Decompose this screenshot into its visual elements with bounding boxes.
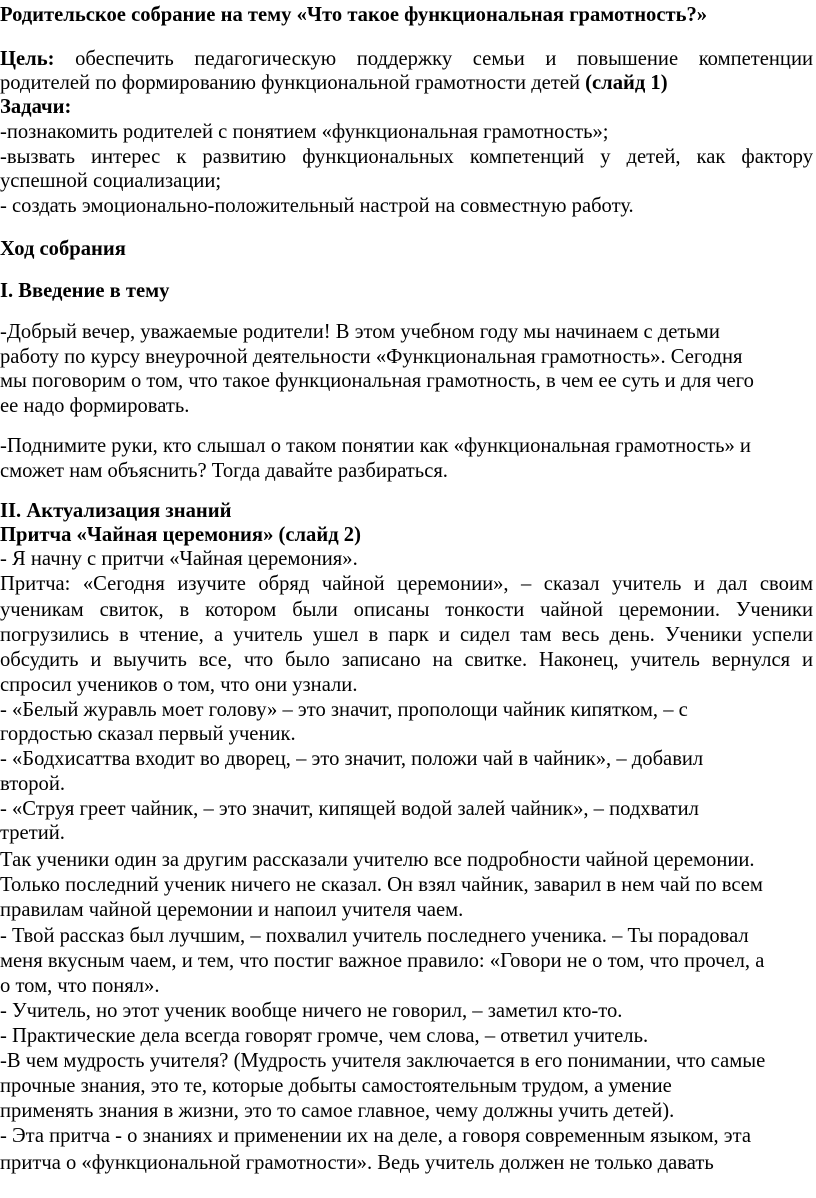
intro-paragraph-2-line: -Поднимите руки, кто слышал о таком понятии как «функциональная грамотность» и (0, 435, 751, 457)
praise-line: о том, что понял». (0, 975, 160, 997)
dialogue-line: гордостью сказал первый ученик. (0, 723, 296, 745)
task-item-3: - создать эмоционально-положительный настрой на совместную работу. (0, 195, 634, 217)
story-line: правилам чайной церемонии и напоил учителя чаем. (0, 899, 464, 921)
dialogue-line: - «Струя греет чайник, – это значит, кипящей водой залей чайник», – подхватил (0, 798, 699, 820)
parable-heading: Притча «Чайная церемония» (слайд 2) (0, 524, 361, 546)
intro-paragraph-1-line: работу по курсу внеурочной деятельности «Функциональная грамотность». Сегодня (0, 346, 743, 368)
task-item-1: -познакомить родителей с понятием «функциональная грамотность»; (0, 121, 609, 143)
dialogue-line: - «Белый журавль моет голову» – это значит, прополощи чайник кипятком, – с (0, 699, 688, 721)
moral-line: притча о «функциональной грамотности». Ведь учитель должен не только давать (0, 1152, 714, 1174)
goal-text: обеспечить педагогическую поддержку семьи и повышение компетенции (54, 48, 813, 70)
remark-line: - Учитель, но этот ученик вообще ничего не говорил, – заметил кто-то. (0, 1000, 623, 1022)
parable-text-line: Притча: «Сегодня изучите обряд чайной церемонии», – сказал учитель и дал своим (0, 573, 813, 595)
dialogue-line: третий. (0, 822, 65, 844)
section-2-heading: II. Актуализация знаний (0, 500, 232, 522)
intro-paragraph-1-line: -Добрый вечер, уважаемые родители! В этом учебном году мы начинаем с детьми (0, 321, 720, 343)
wisdom-line: прочные знания, это те, которые добыты самостоятельным трудом, а умение (0, 1075, 672, 1097)
parable-text-line: погрузились в чтение, а учитель ушел в парк и сидел там весь день. Ученики успели (0, 624, 813, 646)
parable-text-line: спросил учеников о том, что они узнали. (0, 674, 358, 696)
parable-intro: - Я начну с притчи «Чайная церемония». (0, 548, 358, 570)
goal-label: Цель: (0, 48, 55, 70)
goal-text-continued: родителей по формированию функциональной грамотности детей (0, 72, 586, 94)
parable-text-line: ученикам свиток, в котором были описаны тонкости чайной церемонии. Ученики (0, 599, 813, 621)
goal-line-2 (0, 71, 668, 95)
moral-line: - Эта притча - о знаниях и применении их на деле, а говоря современным языком, эта (0, 1125, 752, 1147)
story-line: Так ученики один за другим рассказали учителю все подробности чайной церемонии. (0, 849, 755, 871)
praise-line: меня вкусным чаем, и тем, что постиг важное правило: «Говори не о том, что прочел, а (0, 950, 765, 972)
document-title: Родительское собрание на тему «Что такое функциональная грамотность?» (0, 4, 708, 26)
answer-line: - Практические дела всегда говорят громче, чем слова, – ответил учитель. (0, 1025, 649, 1047)
dialogue-line: - «Бодхисаттва входит во дворец, – это значит, положи чай в чайник», – добавил (0, 748, 704, 770)
intro-paragraph-2-line: сможет нам объяснить? Тогда давайте разбираться. (0, 460, 448, 482)
progress-heading: Ход собрания (0, 238, 126, 260)
parable-text-line: обсудить и выучить все, что было записано на свитке. Наконец, учитель вернулся и (0, 649, 813, 671)
praise-line: - Твой рассказ был лучшим, – похвалил учитель последнего ученика. – Ты порадовал (0, 925, 749, 947)
section-1-heading: I. Введение в тему (0, 280, 170, 302)
wisdom-line: применять знания в жизни, это то самое главное, чему должны учить детей). (0, 1100, 675, 1122)
wisdom-line: -В чем мудрость учителя? (Мудрость учителя заключается в его понимании, что самые (0, 1050, 766, 1072)
tasks-heading: Задачи: (0, 96, 72, 118)
task-item-2-line-2: успешной социализации; (0, 170, 222, 192)
story-line: Только последний ученик ничего не сказал. Он взял чайник, заварил в нем чай по всем (0, 874, 763, 896)
task-item-2-line-1: -вызвать интерес к развитию функциональных компетенций у детей, как фактору (0, 146, 813, 168)
dialogue-line: второй. (0, 773, 65, 795)
goal-line-1 (0, 47, 813, 71)
intro-paragraph-1-line: ее надо формировать. (0, 395, 190, 417)
goal-slide-ref: (слайд 1) (585, 72, 668, 94)
intro-paragraph-1-line: мы поговорим о том, что такое функциональная грамотность, в чем ее суть и для чего (0, 370, 754, 392)
